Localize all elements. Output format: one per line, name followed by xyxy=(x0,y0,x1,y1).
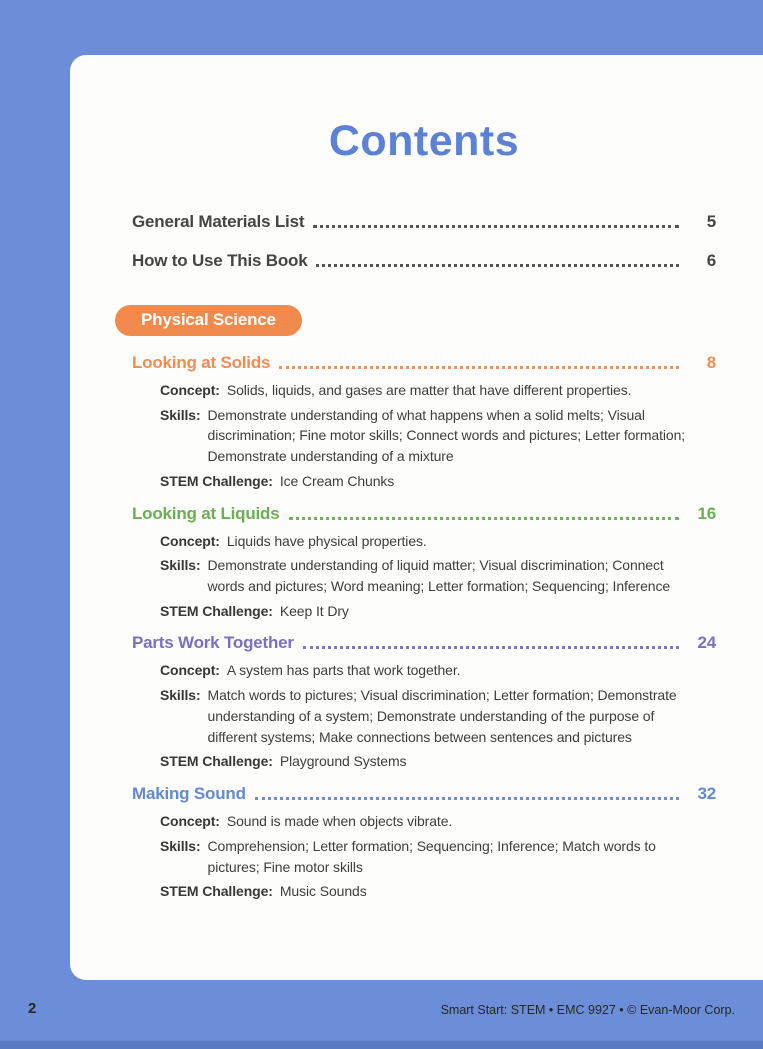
unit-title: Looking at Solids xyxy=(132,353,271,372)
dotted-leader xyxy=(313,225,679,228)
concept-row xyxy=(160,380,716,401)
footer-credit: Smart Start: STEM • EMC 9927 • © Evan-Moor Corp. xyxy=(440,1003,735,1017)
front-matter-list xyxy=(132,212,716,271)
skills-text: Demonstrate understanding of liquid matter; Visual discrimination; Connect words and pictures; Word meaning; Letter formation; Sequencing; Inference xyxy=(207,557,671,595)
unit-title: Looking at Liquids xyxy=(132,503,280,523)
concept-label: Concept: xyxy=(160,532,220,549)
unit-heading xyxy=(132,784,716,804)
skills-label: Skills: xyxy=(160,557,201,574)
footer-page-number: 2 xyxy=(28,1000,37,1017)
skills-row xyxy=(160,405,716,467)
concept-row xyxy=(160,531,716,552)
unit-looking-at-solids xyxy=(132,353,716,492)
dotted-leader xyxy=(255,797,679,800)
scan-bottom-edge xyxy=(0,1041,763,1049)
skills-label: Skills: xyxy=(160,837,201,854)
concept-row xyxy=(160,811,716,832)
skills-text: Comprehension; Letter formation; Sequencing; Inference; Match words to pictures; Fine motor skills xyxy=(207,837,656,875)
toc-entry xyxy=(132,212,716,232)
dotted-leader xyxy=(316,264,679,267)
section-badge-row xyxy=(132,305,716,336)
concept-label: Concept: xyxy=(160,382,220,398)
skills-row xyxy=(160,555,716,596)
unit-title: Parts Work Together xyxy=(132,633,294,653)
book-page xyxy=(70,55,763,980)
toc-page-number: 6 xyxy=(706,251,716,270)
challenge-row xyxy=(160,881,716,902)
dotted-leader xyxy=(289,517,680,520)
dotted-leader xyxy=(303,646,679,649)
unit-parts-work-together xyxy=(132,633,716,772)
unit-making-sound xyxy=(132,784,716,902)
concept-row xyxy=(160,660,716,681)
skills-row xyxy=(160,836,716,877)
toc-entry-label: General Materials List xyxy=(132,212,305,231)
skills-row xyxy=(160,685,716,747)
skills-text: Demonstrate understanding of what happens when a solid melts; Visual discrimination; Fine motor skills; Connect words and pictures; Letter formation; Demonstrate understanding of a mixture xyxy=(207,406,686,465)
unit-page-number: 8 xyxy=(706,353,716,372)
unit-page-number: 32 xyxy=(697,784,716,804)
unit-page-number: 16 xyxy=(697,503,716,523)
concept-text: Sound is made when objects vibrate. xyxy=(226,813,453,830)
skills-label: Skills: xyxy=(160,687,201,704)
toc-entry-label: How to Use This Book xyxy=(132,251,308,270)
challenge-label: STEM Challenge: xyxy=(160,472,273,489)
unit-heading xyxy=(132,353,716,373)
unit-page-number: 24 xyxy=(697,633,716,653)
challenge-text: Ice Cream Chunks xyxy=(279,472,395,489)
unit-heading xyxy=(132,633,716,653)
challenge-text: Keep It Dry xyxy=(279,602,349,619)
concept-label: Concept: xyxy=(160,813,220,830)
skills-text: Match words to pictures; Visual discrimination; Letter formation; Demonstrate understanding of a system; Demonstrate understanding of the purpose of different systems; Make connections between sentences and pictures xyxy=(207,687,677,745)
concept-text: Solids, liquids, and gases are matter that have different properties. xyxy=(226,382,632,398)
concept-label: Concept: xyxy=(160,662,220,679)
page-title: Contents xyxy=(328,117,520,165)
challenge-row xyxy=(160,751,716,772)
unit-heading xyxy=(132,504,716,524)
challenge-label: STEM Challenge: xyxy=(160,753,273,770)
concept-text: A system has parts that work together. xyxy=(226,662,461,679)
concept-text: Liquids have physical properties. xyxy=(226,532,427,549)
units-list xyxy=(132,353,716,902)
dotted-leader xyxy=(279,366,679,369)
skills-label: Skills: xyxy=(160,406,201,423)
unit-looking-at-liquids xyxy=(132,504,716,622)
toc-page-number: 5 xyxy=(706,212,716,231)
challenge-row xyxy=(160,601,716,622)
challenge-label: STEM Challenge: xyxy=(160,883,273,900)
challenge-label: STEM Challenge: xyxy=(160,602,273,619)
challenge-text: Playground Systems xyxy=(279,753,407,770)
challenge-text: Music Sounds xyxy=(279,883,367,900)
toc-entry xyxy=(132,251,716,271)
section-badge: Physical Science xyxy=(115,305,302,336)
challenge-row xyxy=(160,471,716,492)
unit-title: Making Sound xyxy=(132,784,246,804)
